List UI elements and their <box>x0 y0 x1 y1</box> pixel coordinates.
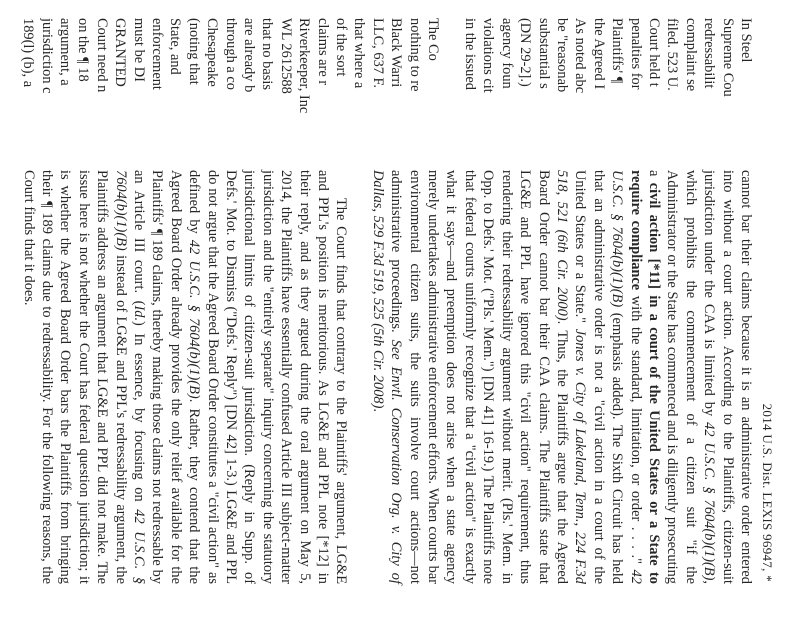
fragment-line <box>442 18 460 146</box>
fragment-line: Plaintiffs' ¶ <box>609 18 626 84</box>
fragment-line: Court need n <box>93 18 110 93</box>
fragment-line: (noting that <box>185 18 202 85</box>
fragment-line: In Steel <box>738 18 754 63</box>
fragment-line: State, and <box>167 18 184 75</box>
fragment-line: argument, a <box>56 18 73 86</box>
fragment-line: of the sort <box>333 18 350 77</box>
fragment-line: the Agreed I <box>590 18 607 90</box>
fragment-line: Riverkeeper, Inc <box>296 18 313 114</box>
fragment-line: Supreme Cou <box>719 18 736 97</box>
fragment-line: on the ¶ 18 <box>75 18 92 82</box>
fragment-line: jurisdiction c <box>38 18 55 94</box>
fragment-line: complaint se <box>682 18 699 92</box>
main-text-column <box>19 170 755 584</box>
fragment-line: LLC, 637 F. <box>369 18 386 89</box>
fragment-line: must be DI <box>130 18 147 82</box>
fragment-line: As noted abc <box>572 18 589 94</box>
fragment-line: violations cit <box>480 18 497 93</box>
fragment-line: filed. 523 U. <box>664 18 681 91</box>
fragment-line: agency foun <box>498 18 515 89</box>
fragment-line: (DN 29-2].) <box>517 18 534 87</box>
fragment-line: WL 2612588 <box>277 18 294 94</box>
fragment-line: in the issued <box>461 18 478 90</box>
running-header: 2014 U.S. Dist. LEXIS 96947, * <box>760 403 775 582</box>
paragraph-1: cannot bar their claims because it is an administrative order entered into without a court action. According to the Plaintiffs, citizen-suit jurisdiction under the CAA is limited by 42 U.S.C. § 7604(b)(1)(B), which prohibits the commencement of a citizen suit "if the Administrator or the State has commenced and is diligently prosecuting a civil action [*11] in a court of the United States or a State to require compliance with the standard, limitation, or order . . . ." 42 U.S.C. § 7604(b)(1)(B) (emphasis added). The Sixth Circuit has held that an administrative order is not a "civil action in a court of the United States or a State." Jones v. City of Lakeland, Tenn., 224 F.3d 518, 521 (6th Cir. 2000). Thus, the Plaintiffs argue that the Agreed Board Order cannot bar their CAA claims. The Plaintiffs state that LG&E and PPL have ignored this "civil action" requirement, thus rendering their redressability argument without merit. (Pls.' Mem. in Opp. to Defs.' Mot. ("Pls.' Mem.") [DN 41] 16-19.) The Plaintiffs note that federal courts uniformly recognize that a "civil action" is exactly what it says—and preemption does not arise when a state agency merely undertakes administrative enforcement efforts. When courts bar environmental citizen suits, the suits involve court actions—not administrative proceedings. See Envtl. Conservation Org. v. City of Dallas, 529 F.3d 519, 525 (5th Cir. 2008). <box>369 170 754 585</box>
fragment-line: be "reasonab <box>553 18 570 93</box>
fragment-line: through a co <box>222 18 239 90</box>
fragment-line: nothing to re <box>406 18 423 92</box>
fragment-line: claims are r <box>314 18 331 86</box>
fragment-line: penalties for <box>627 18 644 90</box>
fragment-line: that where a <box>351 18 368 89</box>
next-page-column-fragment <box>0 18 755 146</box>
fragment-line: Chesapeake <box>204 18 221 87</box>
paragraph-2: The Court finds that contrary to the Plaintiffs' argument, LG&E and PPL's position is meritorious. As LG&E and PPL note [*12] in their reply, and as they argued during the oral argument on May 5, 2014, the Plaintiffs have essentially confused Article III subject-matter jurisdiction and the "entirely separate" inquiry concerning the statutory jurisdictional limits of citizen-suit jurisdiction. (Reply in Supp. of Defs.' Mot. to Dismiss ("Defs.' Reply") [DN 42] 1-3.) LG&E and PPL do not argue that the Agreed Board Order constitutes a "civil action" as defined by 42 U.S.C. § 7604(b)(1)(B). Rather, they contend that the Agreed Board Order already provides the only relief available for the Plaintiffs' ¶ 189 claims, thereby making those claims not redressable by an Article III court. (Id.) In essence, by focusing on 42 U.S.C. § 7604(b)(1)(B) instead of LG&E and PPL's redressability argument, the Plaintiffs address an argument that LG&E and PPL did not make. The issue here is not whether the Court has federal question jurisdiction; it is whether the Agreed Board Order bars the Plaintiffs from bringing their ¶ 189 claims due to redressability. For the following reasons, the Court finds that it does. <box>20 170 350 585</box>
fragment-line: The Co <box>425 18 442 61</box>
fragment-line: Black Warri <box>388 18 405 88</box>
fragment-line: 189(l) (b), a <box>20 18 37 88</box>
fragment-line: redressabilit <box>701 18 718 89</box>
fragment-line: GRANTED <box>112 18 129 87</box>
fragment-line: substantial s <box>535 18 552 89</box>
fragment-line: enforcement <box>149 18 165 90</box>
fragment-line <box>0 18 18 146</box>
fragment-line: are already b <box>241 18 258 93</box>
fragment-line: that no basis <box>259 18 276 90</box>
fragment-line: Court held t <box>645 18 662 87</box>
